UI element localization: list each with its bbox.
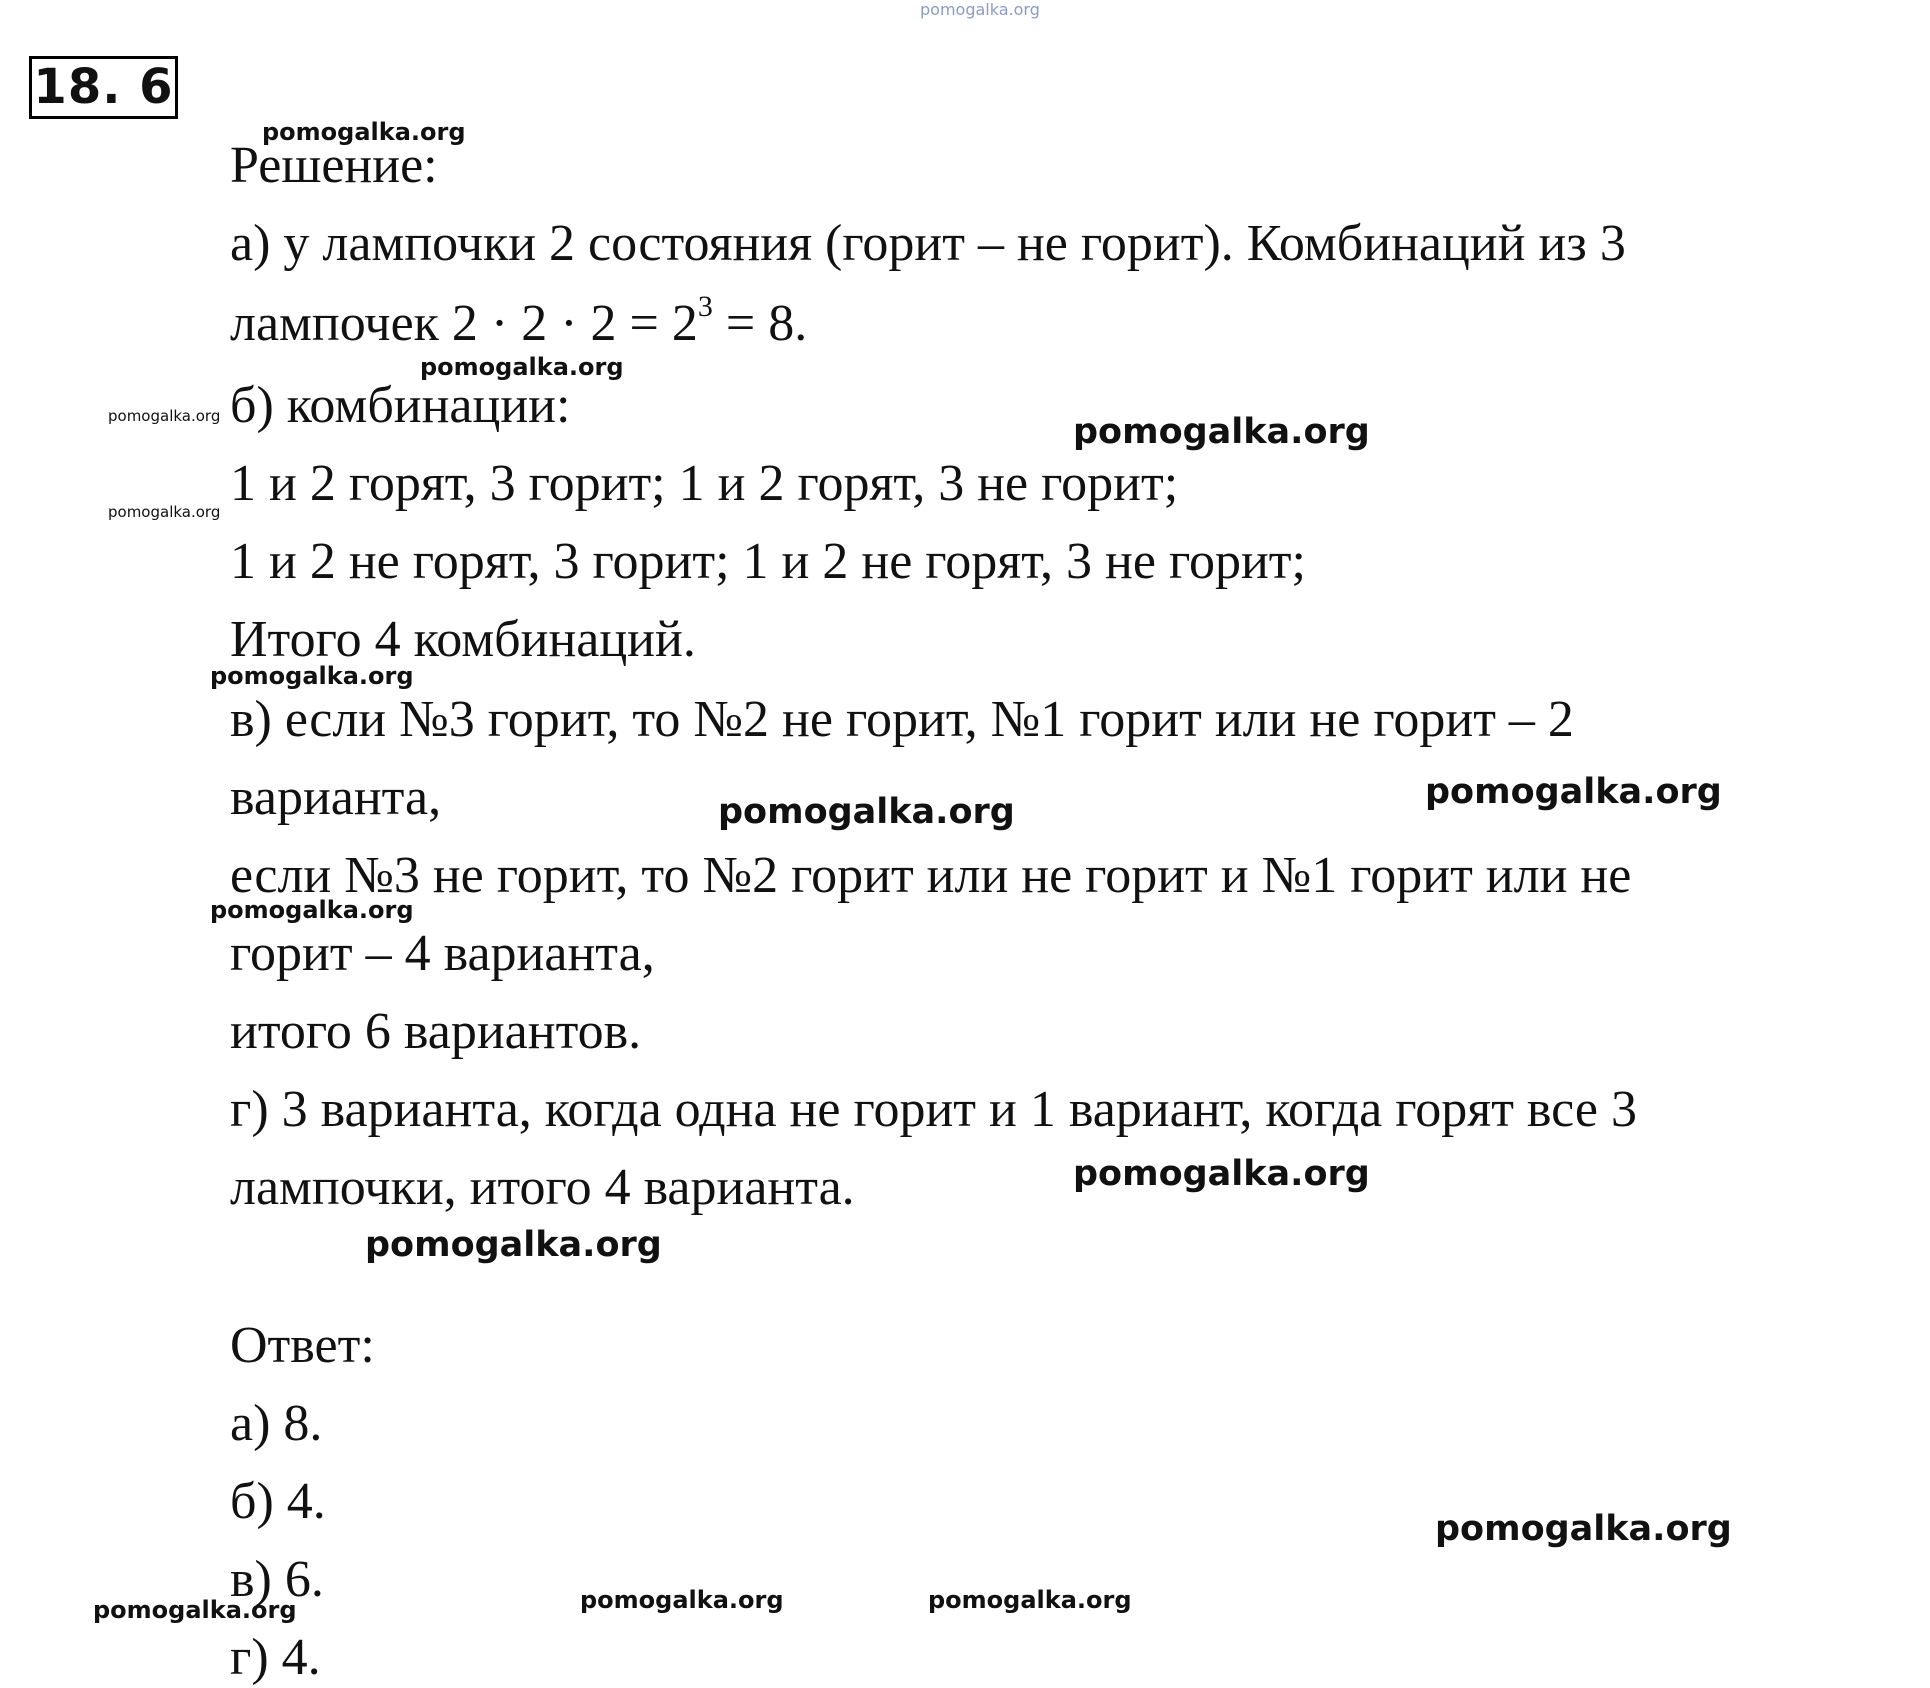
watermark: pomogalka.org — [93, 1596, 297, 1624]
problem-number: 18. 6 — [29, 56, 178, 119]
solution-g-line2: лампочки, итого 4 варианта. — [230, 1159, 855, 1216]
watermark: pomogalka.org — [210, 896, 414, 924]
watermark: pomogalka.org — [365, 1225, 662, 1265]
solution-v-line5: итого 6 вариантов. — [230, 1003, 642, 1060]
solution-v-line3: если №3 не горит, то №2 горит или не горит и №1 горит или не — [230, 847, 1632, 904]
solution-b-line4: Итого 4 комбинаций. — [230, 611, 696, 668]
watermark: pomogalka.org — [420, 353, 624, 381]
answer-b: б) 4. — [230, 1473, 326, 1530]
watermark: pomogalka.org — [928, 1586, 1132, 1614]
solution-heading: Решение: — [230, 137, 438, 194]
answer-v: в) 6. — [230, 1551, 324, 1608]
solution-b-line3: 1 и 2 не горят, 3 горит; 1 и 2 не горят, 3 не горит; — [230, 533, 1306, 590]
answer-heading: Ответ: — [230, 1317, 375, 1374]
watermark: pomogalka.org — [262, 118, 466, 146]
solution-v-line2: варианта, — [230, 769, 442, 826]
solution-v-line1: в) если №3 горит, то №2 не горит, №1 горит или не горит – 2 — [230, 691, 1574, 748]
solution-b-line2: 1 и 2 горят, 3 горит; 1 и 2 горят, 3 не горит; — [230, 455, 1179, 512]
watermark: pomogalka.org — [580, 1586, 784, 1614]
watermark: pomogalka.org — [1073, 1154, 1370, 1194]
watermark: pomogalka.org — [210, 662, 414, 690]
watermark: pomogalka.org — [1435, 1509, 1732, 1549]
solution-g-line1: г) 3 варианта, когда одна не горит и 1 вариант, когда горят все 3 — [230, 1081, 1637, 1138]
watermark: pomogalka.org — [1425, 772, 1722, 812]
solution-a-line2-prefix: лампочек 2 · 2 · 2 = 2 — [230, 295, 698, 352]
solution-a-line2-suffix: = 8. — [712, 295, 808, 352]
answer-a: а) 8. — [230, 1395, 323, 1452]
solution-a-line2 — [230, 290, 808, 354]
solution-a-exponent: 3 — [697, 290, 713, 323]
answer-g: г) 4. — [230, 1629, 321, 1686]
watermark: pomogalka.org — [108, 503, 221, 521]
solution-a-line1: а) у лампочки 2 состояния (горит – не горит). Комбинаций из 3 — [230, 215, 1626, 272]
watermark: pomogalka.org — [108, 407, 221, 425]
watermark: pomogalka.org — [1073, 412, 1370, 452]
watermark: pomogalka.org — [718, 792, 1015, 832]
solution-v-line4: горит – 4 варианта, — [230, 925, 655, 982]
watermark: pomogalka.org — [920, 0, 1040, 19]
solution-b-line1: б) комбинации: — [230, 377, 571, 434]
